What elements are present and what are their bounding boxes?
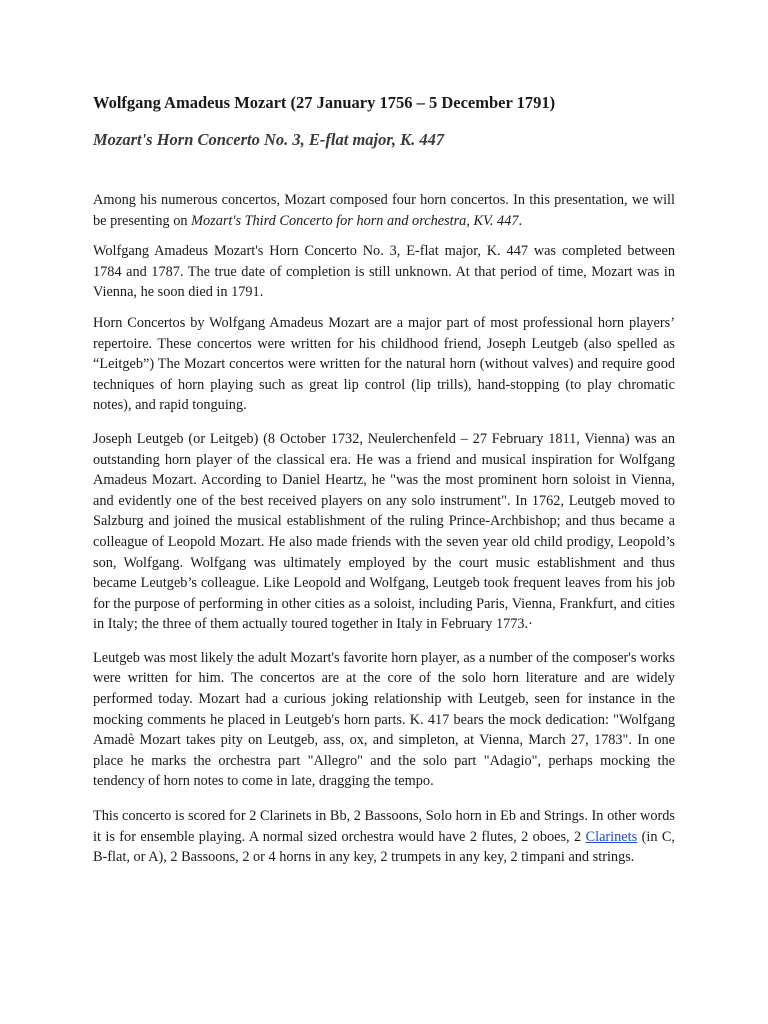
intro-italic-text: Mozart's Third Concerto for horn and orchestra, KV. 447 — [191, 212, 519, 229]
document-subtitle: Mozart's Horn Concerto No. 3, E-flat major, K. 447 — [93, 130, 445, 149]
intro-text: Among his numerous concertos, Mozart composed four horn concertos. In this presentation, we will be presenting on — [93, 192, 675, 229]
clarinets-link[interactable]: Clarinets — [585, 828, 638, 845]
intro-paragraph — [93, 190, 675, 231]
document-title: Wolfgang Amadeus Mozart (27 January 1756 – 5 December 1791) — [93, 93, 556, 112]
leutgeb-biography-paragraph: Joseph Leutgeb (or Leitgeb) (8 October 1732, Neulerchenfeld – 27 February 1811, Vienna) was an outstanding horn player of the classical era. He was a friend and musical inspiration for Wolfgang Amadeus Mozart. According to Daniel Heartz, he "was the most prominent horn soloist in Vienna, and evidently one of the best received players on any solo instrument". In 1762, Leutgeb moved to Salzburg and joined the musical establishment of the ruling Prince-Archbishop; and thus became a colleague of Leopold Mozart. He also made friends with the seven year old child prodigy, Leopold’s son, Wolfgang. Wolfgang was ultimately employed by the court music establishment and thus became Leutgeb’s colleague. Like Leopold and Wolfgang, Leutgeb took frequent leaves from his job for the purpose of performing in other cities as a soloist, including Paris, Vienna, Frankfurt, and cities in Italy; the three of them actually toured together in Italy in February 1773.· — [93, 430, 675, 633]
intro-end: . — [518, 212, 523, 229]
completion-paragraph: Wolfgang Amadeus Mozart's Horn Concerto No. 3, E-flat major, K. 447 was completed between 1784 and 1787. The true date of completion is still unknown. At that period of time, Mozart was in Vienna, he soon died in 1791. — [93, 243, 675, 301]
scoring-paragraph — [93, 806, 675, 868]
scoring-text-end: (in C, B-flat, or A), 2 Bassoons, 2 or 4 horns in any key, 2 trumpets in any key, 2 timpani and strings. — [93, 828, 675, 866]
document-page — [93, 92, 675, 868]
horn-concertos-paragraph: Horn Concertos by Wolfgang Amadeus Mozart are a major part of most professional horn players’ repertoire. These concertos were written for his childhood friend, Joseph Leutgeb (also spelled as “Leitgeb”) The Mozart concertos were written for the natural horn (without valves) and require good techniques of horn playing such as great lip control (lip trills), hand-stopping (to play chromatic notes), and rapid tonguing. — [93, 314, 675, 414]
scoring-text: This concerto is scored for 2 Clarinets in Bb, 2 Bassoons, Solo horn in Eb and Strings. In other words it is for ensemble playing. A normal sized orchestra would have 2 flutes, 2 oboes, 2 — [93, 808, 675, 845]
leutgeb-relationship-paragraph: Leutgeb was most likely the adult Mozart's favorite horn player, as a number of the composer's works were written for him. The concertos are at the core of the solo horn literature and are widely performed today. Mozart had a curious joking relationship with Leutgeb, seen for instance in the mocking comments he placed in Leutgeb's horn parts. K. 417 bears the mock dedication: "Wolfgang Amadè Mozart takes pity on Leutgeb, ass, ox, and simpleton, at Vienna, March 27, 1783". In one place he marks the orchestra part "Allegro" and the solo part "Adagio", perhaps mocking the tendency of horn notes to come in late, dragging the tempo. — [93, 649, 675, 790]
